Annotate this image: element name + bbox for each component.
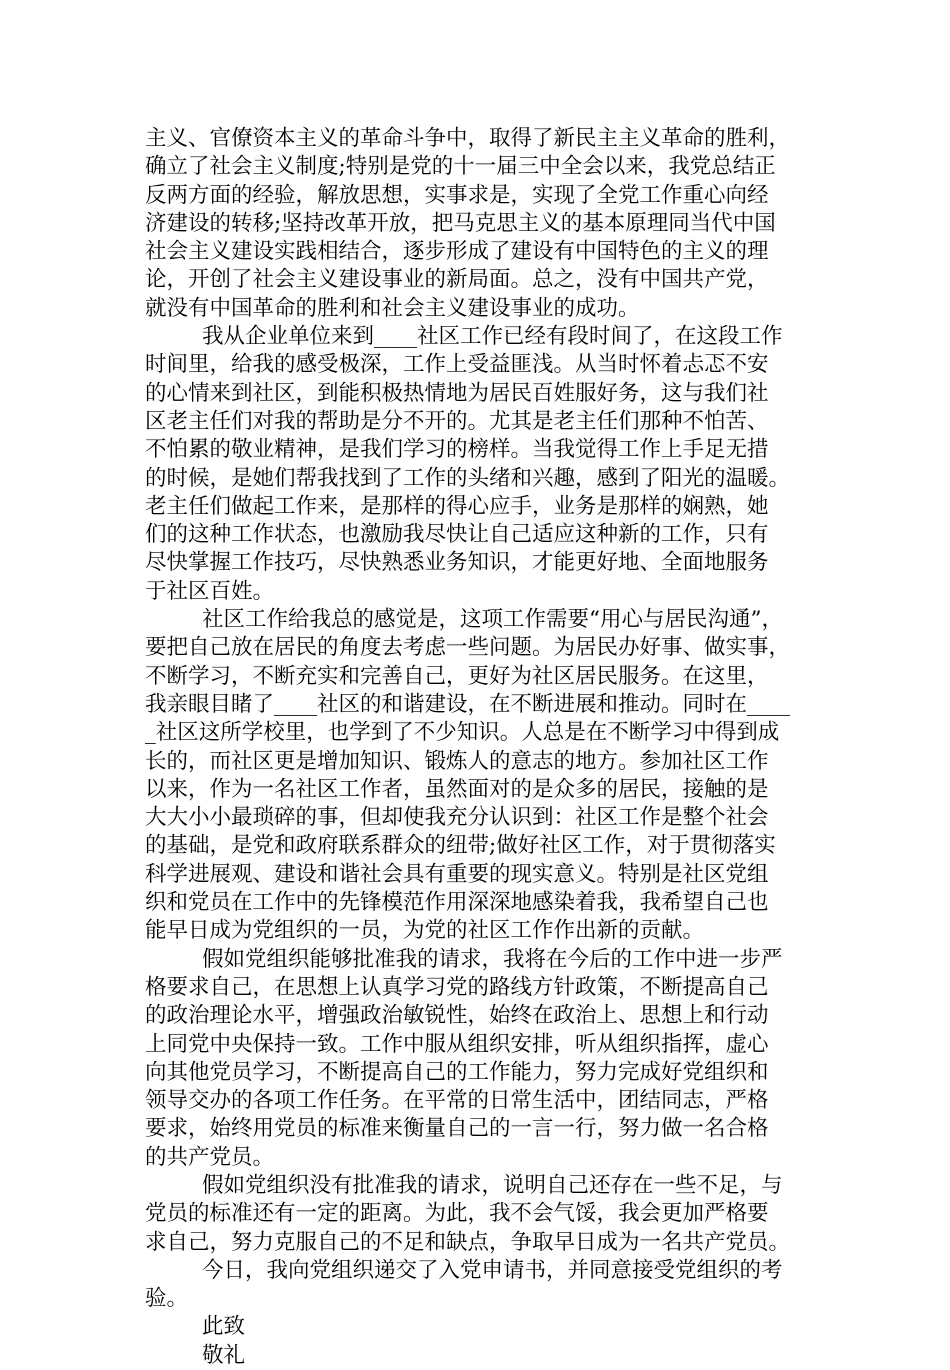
text-line: 求自己，努力克服自己的不足和缺点，争取早日成为一名共产党员。 xyxy=(145,1229,791,1255)
text-line: 验。 xyxy=(145,1286,189,1312)
text-line: 今日，我向党组织递交了入党申请书，并同意接受党组织的考 xyxy=(202,1257,783,1283)
text-line: 社会主义建设实践相结合，逐步形成了建设有中国特色的主义的理 xyxy=(145,239,769,265)
text-line: 科学进展观、建设和谐社会具有重要的现实意义。特别是社区党组 xyxy=(145,861,769,887)
text-line: 反两方面的经验，解放思想，实事求是，实现了全党工作重心向经 xyxy=(145,182,769,208)
text-line: 主义、官僚资本主义的革命斗争中，取得了新民主主义革命的胜利， xyxy=(145,126,791,151)
text-line: 的共产党员。 xyxy=(145,1144,275,1170)
text-line: 大大小小最琐碎的事，但却使我充分认识到：社区工作是整个社会 xyxy=(145,805,769,831)
text-line: 假如党组织能够批准我的请求，我将在今后的工作中进一步严 xyxy=(202,946,783,972)
text-line: 敬礼 xyxy=(202,1342,246,1368)
text-line: 论，开创了社会主义建设事业的新局面。总之，没有中国共产党， xyxy=(145,267,769,293)
text-line: 领导交办的各项工作任务。在平常的日常生活中，团结同志，严格 xyxy=(145,1088,769,1114)
text-line: 假如党组织没有批准我的请求，说明自己还存在一些不足，与 xyxy=(202,1172,783,1198)
text-line: 不怕累的敬业精神，是我们学习的榜样。当我觉得工作上手足无措 xyxy=(145,437,769,463)
text-line: 要把自己放在居民的角度去考虑一些问题。为居民办好事、做实事， xyxy=(145,635,791,661)
document-body xyxy=(145,125,805,1370)
text-line: 以来，作为一名社区工作者，虽然面对的是众多的居民，接触的是 xyxy=(145,776,769,802)
text-line: 老主任们做起工作来，是那样的得心应手，业务是那样的娴熟，她 xyxy=(145,493,769,519)
text-line: 此致 xyxy=(202,1314,246,1340)
text-line: 就没有中国革命的胜利和社会主义建设事业的成功。 xyxy=(145,295,640,321)
text-line: 上同党中央保持一致。工作中服从组织安排，听从组织指挥，虚心 xyxy=(145,1031,769,1057)
text-line: 党员的标准还有一定的距离。为此，我不会气馁，我会更加严格要 xyxy=(145,1201,769,1227)
text-line: 我亲眼目睹了____社区的和谐建设，在不断进展和推动。同时在____ xyxy=(145,691,791,717)
text-line: 格要求自己，在思想上认真学习党的路线方针政策，不断提高自己 xyxy=(145,974,769,1000)
text-line: 能早日成为党组织的一员，为党的社区工作作出新的贡献。 xyxy=(145,918,705,944)
text-line: 我从企业单位来到____社区工作已经有段时间了，在这段工作 xyxy=(202,324,783,350)
text-line: _社区这所学校里，也学到了不少知识。人总是在不断学习中得到成 xyxy=(145,720,780,746)
text-line: 的基础，是党和政府联系群众的纽带;做好社区工作，对于贯彻落实 xyxy=(145,833,776,859)
text-line: 要求，始终用党员的标准来衡量自己的一言一行，努力做一名合格 xyxy=(145,1116,769,1142)
text-line: 织和党员在工作中的先锋模范作用深深地感染着我，我希望自己也 xyxy=(145,890,769,916)
text-line: 长的，而社区更是增加知识、锻炼人的意志的地方。参加社区工作 xyxy=(145,748,769,774)
text-line: 向其他党员学习，不断提高自己的工作能力，努力完成好党组织和 xyxy=(145,1059,769,1085)
text-line: 的时候，是她们帮我找到了工作的头绪和兴趣，感到了阳光的温暖。 xyxy=(145,465,791,491)
text-line: 时间里，给我的感受极深，工作上受益匪浅。从当时怀着忐忑不安 xyxy=(145,352,769,378)
text-line: 区老主任们对我的帮助是分不开的。尤其是老主任们那种不怕苦、 xyxy=(145,408,769,434)
text-line: 社区工作给我总的感觉是，这项工作需要“用心与居民沟通”， xyxy=(202,607,783,633)
text-line: 们的这种工作状态，也激励我尽快让自己适应这种新的工作，只有 xyxy=(145,522,769,548)
text-line: 于社区百姓。 xyxy=(145,578,275,604)
text-line: 尽快掌握工作技巧，尽快熟悉业务知识，才能更好地、全面地服务 xyxy=(145,550,769,576)
text-line: 济建设的转移;坚持改革开放，把马克思主义的基本原理同当代中国 xyxy=(145,210,776,236)
text-line: 的政治理论水平，增强政治敏锐性，始终在政治上、思想上和行动 xyxy=(145,1003,769,1029)
text-line: 不断学习，不断充实和完善自己，更好为社区居民服务。在这里， xyxy=(145,663,769,689)
text-line: 的心情来到社区，到能积极热情地为居民百姓服好务，这与我们社 xyxy=(145,380,769,406)
text-line: 确立了社会主义制度;特别是党的十一届三中全会以来，我党总结正 xyxy=(145,154,776,180)
